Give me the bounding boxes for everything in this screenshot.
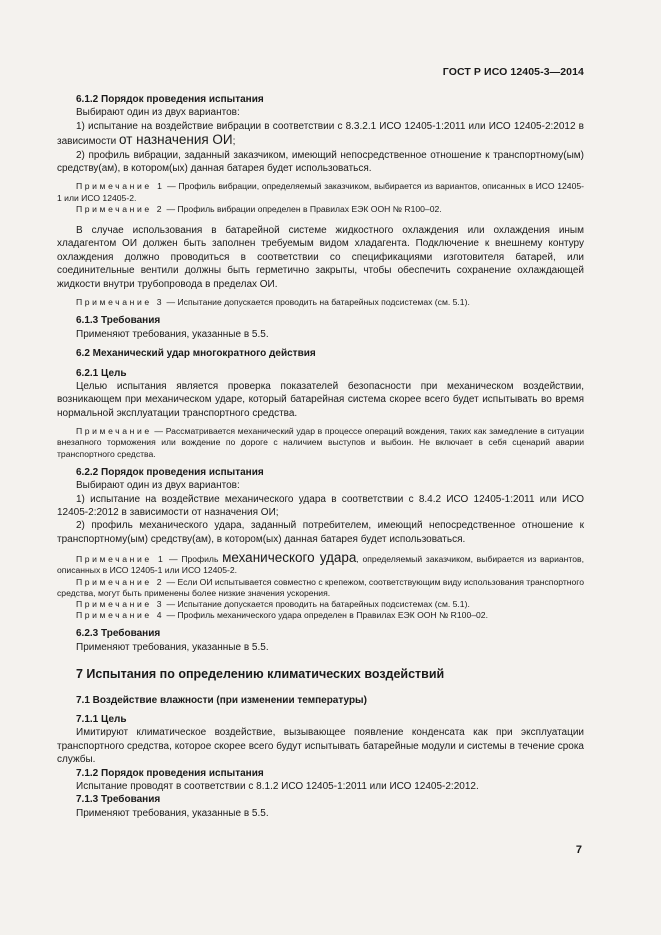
note-6-1-2-1: Примечание 1 — Профиль вибрации, определяемый заказчиком, выбирается из вариантов, описанных в ИСО 12405-1 или ИСО 12405-2. bbox=[57, 181, 584, 203]
section-6-1-2-title: 6.1.2 Порядок проведения испытания bbox=[76, 94, 264, 105]
section-6-2-1-title: 6.2.1 Цель bbox=[76, 367, 127, 379]
section-6-2-2-option-1: 1) испытание на воздействие механического удара в соответствии с 8.4.2 ИСО 12405-1:2011 или ИСО 12405-2:2012 в зависимости от назначения ОИ; bbox=[57, 493, 584, 518]
section-7-1-2-text: Испытание проводят в соответствии с 8.1.2 ИСО 12405-1:2011 или ИСО 12405-2:2012. bbox=[76, 781, 479, 793]
section-6-2-3-text: Применяют требования, указанные в 5.5. bbox=[76, 641, 269, 653]
note-6-2-2-4: Примечание 4 — Профиль механического удара определен в Правилах ЕЭК ООН № R100–02. bbox=[76, 610, 488, 621]
note-6-1-2-2: Примечание 2 — Профиль вибрации определен в Правилах ЕЭК ООН № R100–02. bbox=[76, 203, 442, 214]
note-6-2-1: Примечание — Рассматривается механический удар в процессе операций вождения, таких как замедление в ситуации внезапного торможения или вождение по дороге с наличием выступов и выбоин. Не включает в себя сценарий аварии транспортного средства. bbox=[57, 426, 584, 459]
section-6-2-2-option-2: 2) профиль механического удара, заданный потребителем, имеющий непосредственное отношение к транспортному(ым) средству(ам), в котором(ых) данная батарея будет использоваться. bbox=[57, 520, 584, 545]
section-6-2-2-intro: Выбирают один из двух вариантов: bbox=[76, 480, 240, 492]
section-7-1-title: 7.1 Воздействие влажности (при изменении температуры) bbox=[76, 694, 367, 706]
page-number: 7 bbox=[575, 844, 582, 856]
note-6-2-2-3: Примечание 3 — Испытание допускается проводить на батарейных подсистемах (см. 5.1). bbox=[76, 598, 470, 609]
section-7-1-2-title: 7.1.2 Порядок проведения испытания bbox=[76, 767, 264, 779]
section-6-2-title: 6.2 Механический удар многократного действия bbox=[76, 348, 316, 360]
section-6-2-2-title: 6.2.2 Порядок проведения испытания bbox=[76, 466, 264, 478]
section-7-title: 7 Испытания по определению климатических воздействий bbox=[76, 667, 445, 682]
cooling-paragraph: В случае использования в батарейной системе жидкостного охлаждения или охлаждения иным хладагентом ОИ должен быть заполнен требуемым видом хладагента. Подключение к внешнему контуру охлаждения должно проводиться в соответствии со спецификациями изготовителя батарей, или соединительные вентили должны быть герметично закрыты, чтобы обеспечить сохранение охлаждающей жидкости внутри трубопровода в пределах ОИ. bbox=[57, 225, 584, 290]
standard-header: ГОСТ Р ИСО 12405-3—2014 bbox=[442, 66, 584, 78]
section-6-1-2-option-2: 2) профиль вибрации, заданный заказчиком, имеющий непосредственное отношение к транспортному(ым) средству(ам), в котором(ых) данная батарея будет использоваться. bbox=[57, 149, 584, 175]
section-6-2-3-title: 6.2.3 Требования bbox=[76, 628, 161, 640]
note-6-2-2-1: Примечание 1 — Профиль механического удара, определяемый заказчиком, выбирается из вариантов, описанных в ИСО 12405-1 или ИСО 12405-2. bbox=[57, 550, 584, 576]
note-6-2-2-2: Примечание 2 — Если ОИ испытывается совместно с крепежом, соответствующим виду использования транспортного средства, могут быть применены более низкие значения ускорения. bbox=[57, 576, 585, 598]
section-6-2-1-text: Целью испытания является проверка показателей безопасности при механическом воздействии, возникающем при механическом ударе, который батарейная система скорее всего будет испытывать во время нормальной эксплуатации транспортного средства. bbox=[57, 380, 584, 419]
section-6-1-3-title: 6.1.3 Требования bbox=[76, 315, 161, 327]
section-7-1-3-text: Применяют требования, указанные в 5.5. bbox=[76, 807, 269, 819]
section-6-1-3-text: Применяют требования, указанные в 5.5. bbox=[76, 328, 269, 340]
page-content bbox=[57, 93, 584, 820]
section-7-1-1-text: Имитируют климатическое воздействие, вызывающее появление конденсата как при эксплуатации транспортного средства, которое скорее всего будут испытывать батарейные модули и системы в течение срока службы. bbox=[57, 727, 584, 766]
section-6-1-2-intro: Выбирают один из двух вариантов: bbox=[76, 107, 240, 119]
section-6-1-2-option-1: 1) испытание на воздействие вибрации в соответствии с 8.3.2.1 ИСО 12405-1:2011 или ИСО 12405-2:2012 в зависимости от назначения ОИ; bbox=[57, 120, 584, 148]
section-7-1-1-title: 7.1.1 Цель bbox=[76, 714, 127, 726]
note-6-1-2-3: Примечание 3 — Испытание допускается проводить на батарейных подсистемах (см. 5.1). bbox=[76, 297, 470, 308]
section-7-1-3-title: 7.1.3 Требования bbox=[76, 794, 161, 806]
